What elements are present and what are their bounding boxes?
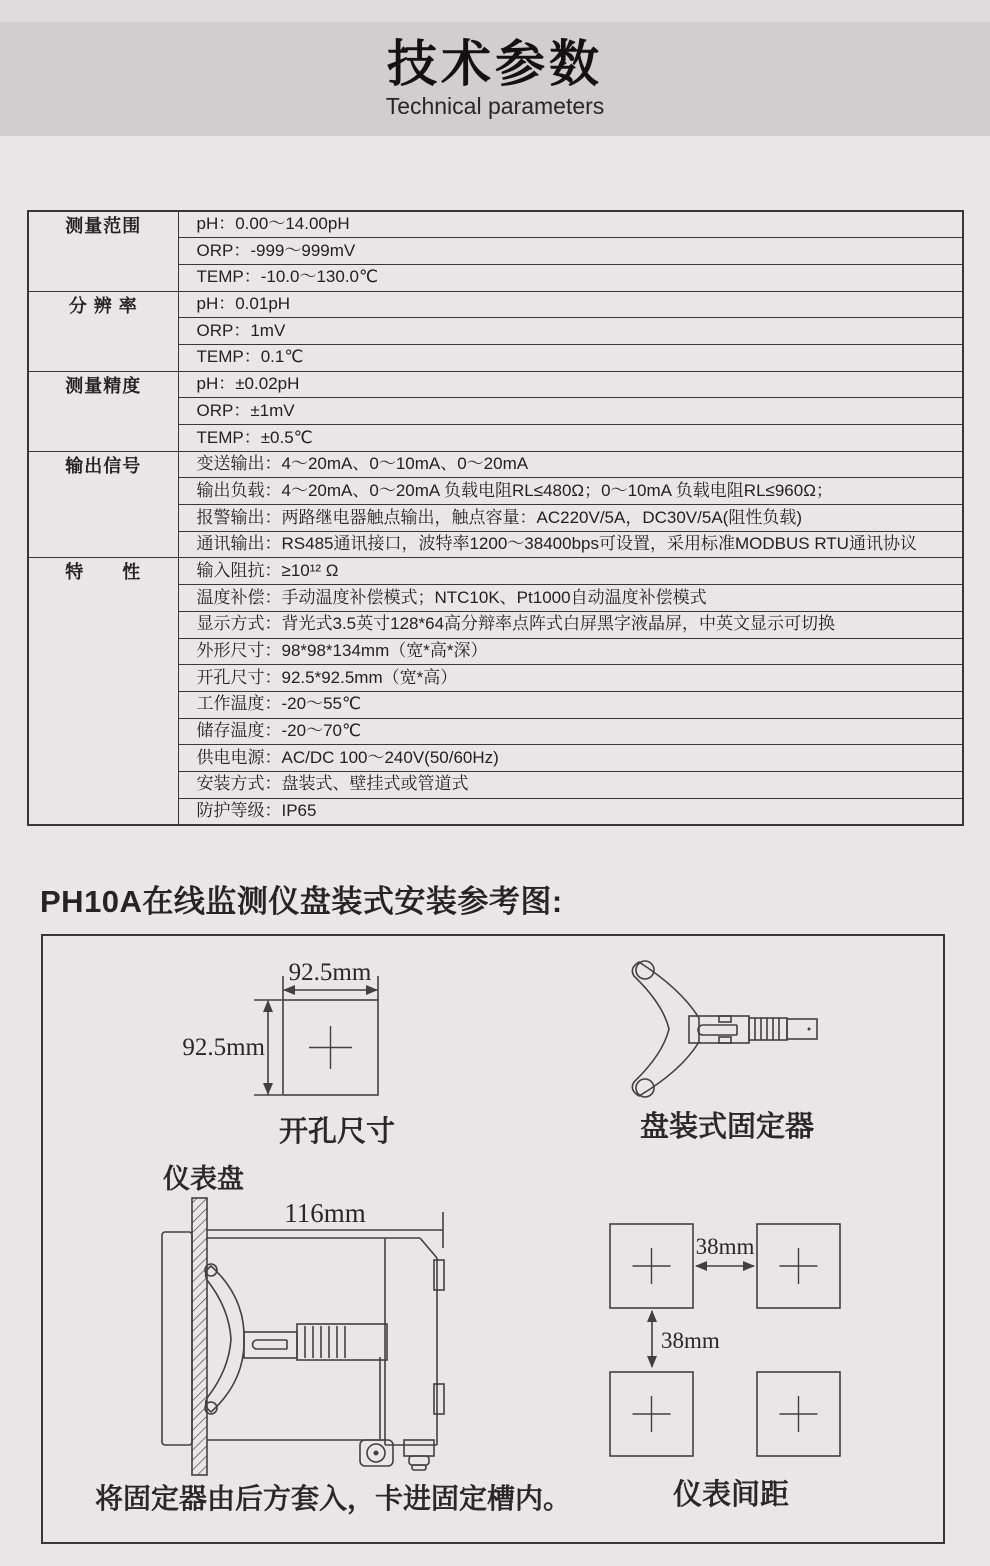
- page-subtitle: Technical parameters: [385, 92, 605, 119]
- cutout-width-dimension: 92.5mm: [288, 959, 372, 986]
- cutout-diagram: [182, 959, 395, 1148]
- side-view-caption: 将固定器由后方套入，卡进固定槽内。: [95, 1483, 572, 1514]
- fixer-diagram: [632, 961, 817, 1143]
- spec-value: pH：0.01pH: [178, 291, 963, 318]
- spec-value: 温度补偿：手动温度补偿模式；NTC10K、Pt1000自动温度补偿模式: [178, 585, 963, 612]
- spec-group-label: 特 性: [28, 558, 178, 825]
- side-view-diagram: [95, 1164, 571, 1515]
- spec-value: pH：±0.02pH: [178, 371, 963, 398]
- mounting-foot: [360, 1440, 393, 1466]
- page-title: 技术参数: [387, 36, 603, 93]
- spec-table-body: [28, 211, 963, 825]
- vertical-spacing-dimension: 38mm: [661, 1328, 720, 1353]
- crosshair-icon: [309, 1026, 352, 1069]
- cutout-height-dimension: 92.5mm: [182, 1034, 265, 1061]
- panel-label: 仪表盘: [163, 1164, 244, 1194]
- mount-clip: [434, 1260, 444, 1290]
- depth-dimension: 116mm: [284, 1198, 366, 1228]
- spacing-caption: 仪表间距: [672, 1479, 790, 1511]
- header-banner: [0, 22, 990, 136]
- spec-value: 输出负载：4～20mA、0～20mA 负载电阻RL≤480Ω；0～10mA 负载电阻RL≤960Ω；: [178, 478, 963, 505]
- spec-value: TEMP：-10.0～130.0℃: [178, 264, 963, 291]
- fixer-end-cap: [787, 1019, 817, 1039]
- table-row: [28, 558, 963, 585]
- installation-diagram-box: [41, 934, 945, 1544]
- horizontal-spacing-dimension: 38mm: [695, 1234, 755, 1259]
- spec-value: 通讯输出：RS485通讯接口，波特率1200～38400bps可设置，采用标准MODBUS RTU通讯协议: [178, 531, 963, 558]
- installation-diagram: [43, 936, 943, 1542]
- instrument-housing: [207, 1238, 444, 1445]
- fixer-side-view: [205, 1264, 387, 1414]
- spec-value: 储存温度：-20～70℃: [178, 718, 963, 745]
- section-heading: PH10A在线监测仪盘装式安装参考图:: [40, 884, 563, 919]
- spec-value: 外形尺寸：98*98*134mm（宽*高*深）: [178, 638, 963, 665]
- spec-group-label: 测量精度: [28, 371, 178, 451]
- spec-group-label: 测量范围: [28, 211, 178, 291]
- spec-group-label: 输出信号: [28, 451, 178, 558]
- spec-value: ORP：-999～999mV: [178, 238, 963, 265]
- spacing-diagram: [610, 1224, 840, 1511]
- spec-value: ORP：1mV: [178, 318, 963, 345]
- spec-value: 防护等级：IP65: [178, 798, 963, 825]
- spec-group-label: 分 辨 率: [28, 291, 178, 371]
- spec-value: 显示方式：背光式3.5英寸128*64高分辩率点阵式白屏黑字液晶屏，中英文显示可切换: [178, 611, 963, 638]
- rear-tube: [297, 1324, 387, 1360]
- instrument-panel: [192, 1198, 207, 1475]
- spec-value: 安装方式：盘装式、壁挂式或管道式: [178, 771, 963, 798]
- top-strip: [0, 0, 990, 22]
- spec-table: [27, 210, 964, 826]
- fixer-caption: 盘装式固定器: [639, 1111, 815, 1143]
- table-row: [28, 371, 963, 398]
- cutout-caption: 开孔尺寸: [278, 1116, 396, 1148]
- spec-value: 报警输出：两路继电器触点输出，触点容量：AC220V/5A，DC30V/5A(阻性负载): [178, 505, 963, 532]
- table-row: [28, 211, 963, 238]
- spec-value: TEMP：±0.5℃: [178, 425, 963, 452]
- spec-value: 输入阻抗：≥10¹² Ω: [178, 558, 963, 585]
- spec-value: 变送输出：4～20mA、0～10mA、0～20mA: [178, 451, 963, 478]
- spec-value: pH：0.00～14.00pH: [178, 211, 963, 238]
- spec-value: 工作温度：-20～55℃: [178, 691, 963, 718]
- table-row: [28, 291, 963, 318]
- spec-value: 供电电源：AC/DC 100～240V(50/60Hz): [178, 745, 963, 772]
- mount-clip: [434, 1384, 444, 1414]
- spec-value: ORP：±1mV: [178, 398, 963, 425]
- front-bezel: [162, 1232, 192, 1445]
- spec-value: 开孔尺寸：92.5*92.5mm（宽*高）: [178, 665, 963, 692]
- table-row: [28, 451, 963, 478]
- spec-value: TEMP：0.1℃: [178, 344, 963, 371]
